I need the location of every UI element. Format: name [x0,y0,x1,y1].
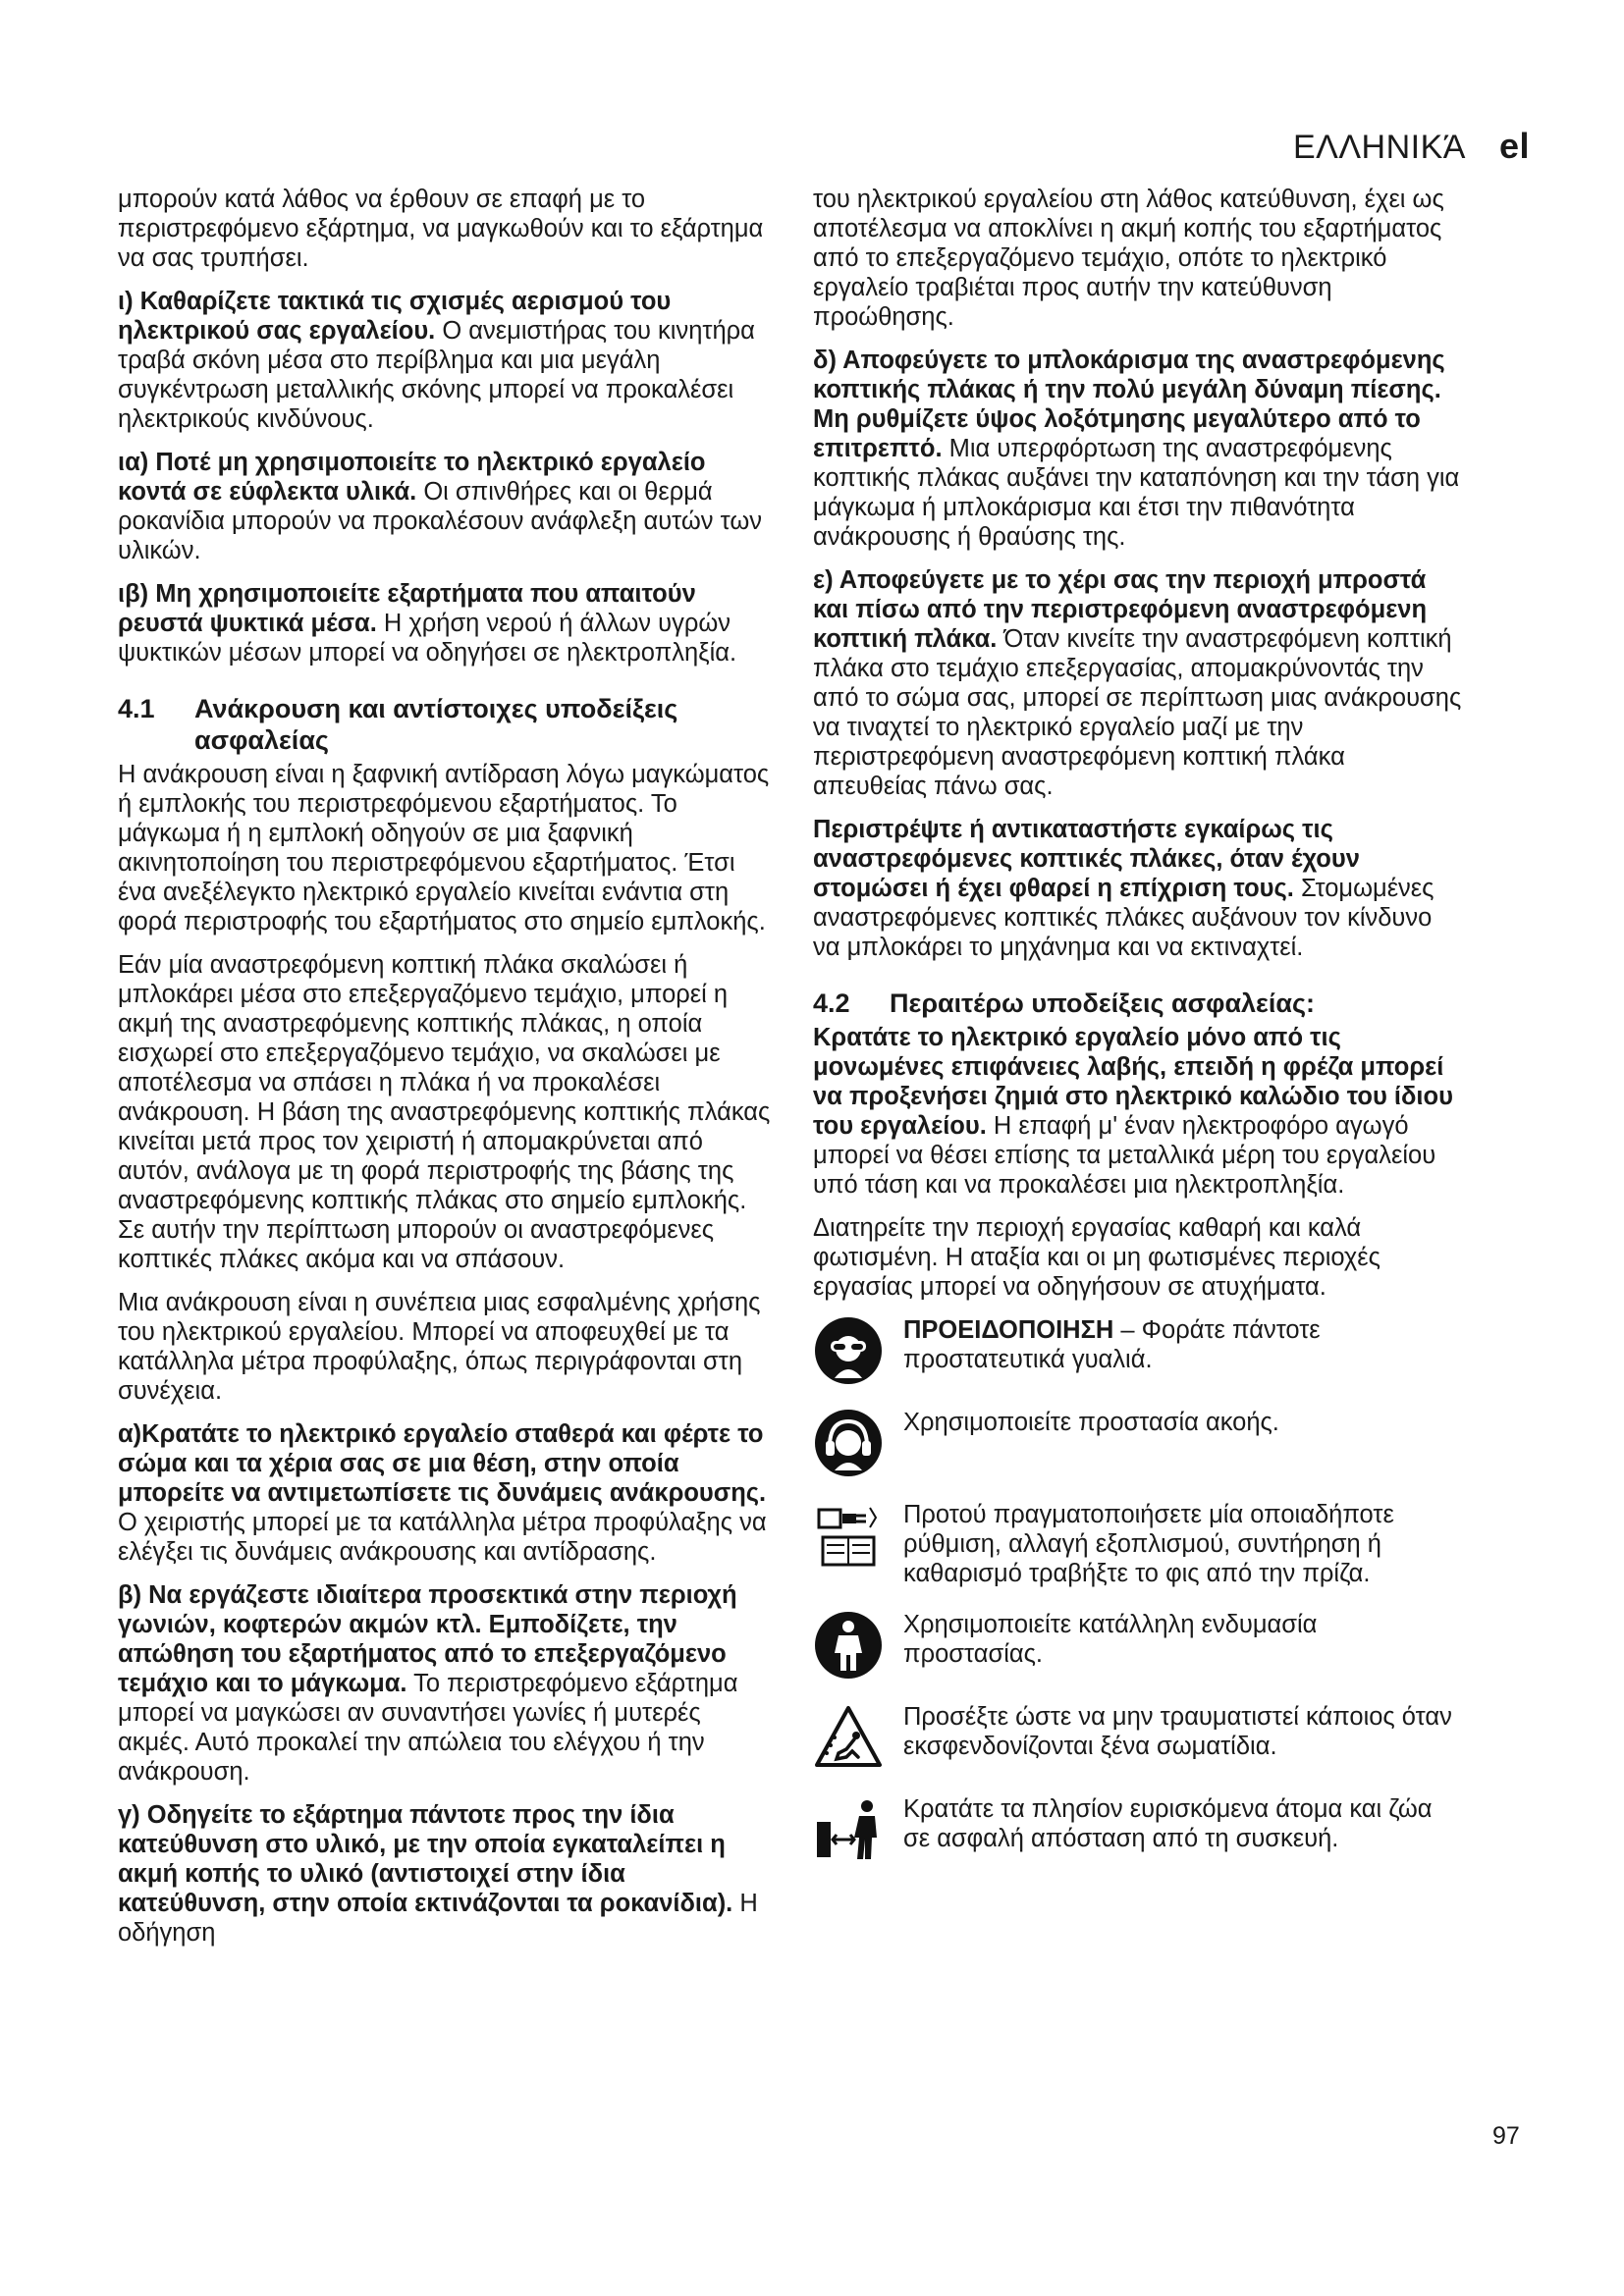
language-label: ΕΛΛΗΝΙΚΆ [1292,129,1466,166]
paragraph: Η ανάκρουση είναι η ξαφνική αντίδραση λόγω μαγκώματος ή εμπλοκής του περιστρεφόμενου εξαρτήματος. Το μάγκωμα ή η εμπλοκή οδηγούν σε μια ξαφνική ακινητοποίηση του περιστρεφόμενου εξαρτήματος. Έτσι ένα ανεξέλεγκτο ηλεκτρικό εργαλείο κινείται ενάντια στη φορά περιστροφής του εξαρτήματος στο σημείο εμπλοκής. [118,761,770,935]
eye-protection-text [903,1315,1463,1374]
protective-clothing-icon [813,1610,884,1681]
warning-label: ΠΡΟΕΙΔΟΠΟΙΗΣΗ [903,1316,1114,1344]
safety-item-b [118,1580,778,1787]
hearing-protection-row [813,1408,1463,1478]
warning-text: – Φοράτε πάντοτε προστατευτικά γυαλιά. [903,1316,1321,1373]
right-column [813,185,1463,1887]
left-column [118,185,778,1961]
safe-distance-icon [813,1794,884,1865]
safety-item-lead: Περιστρέψτε ή αντικαταστήστε εγκαίρως τις αναστρεφόμενες κοπτικές πλάκες, όταν έχουν στομώσει ή έχει φθαρεί η επίχριση τους. [813,816,1360,902]
paragraph: Μια ανάκρουση είναι η συνέπεια μιας εσφαλμένης χρήσης του ηλεκτρικού εργαλείου. Μπορεί να αποφευχθεί με τα κατάλληλα μέτρα προφύλαξης, όπως περιγράφονται στη συνέχεια. [118,1289,761,1405]
safety-item-lead: α)Κρατάτε το ηλεκτρικό εργαλείο σταθερά και φέρτε το σώμα και τα χέρια σας σε μια θέση, στην οποία μπορείτε να αντιμετωπίσετε τις δυνάμεις ανάκρουσης. [118,1420,767,1507]
safety-item-lead: Κρατάτε το ηλεκτρικό εργαλείο μόνο από τις μονωμένες επιφάνειες λαβής, επειδή η φρέζα μπορεί να προξενήσει ζημιά στο ηλεκτρικό καλώδιο του ίδιου του εργαλείου. [813,1024,1453,1140]
protective-clothing-row [813,1610,1463,1681]
safety-item-ib [118,579,778,667]
paragraph: μπορούν κατά λάθος να έρθουν σε επαφή με το περιστρεφόμενο εξάρτημα, να μαγκωθούν και το εξάρτημα να σας τρυπήσει. [118,186,764,272]
safety-item-lead: ε) Αποφεύγετε με το χέρι σας την περιοχή μπροστά και πίσω από την περιστρεφόμενη αναστρεφόμενη κοπτική πλάκα. [813,566,1428,653]
paragraph: του ηλεκτρικού εργαλείου στη λάθος κατεύθυνση, έχει ως αποτέλεσμα να αποκλίνει η ακμή κοπής του εξαρτήματος από το επεξεργαζόμενο τεμάχιο, οπότε το ηλεκτρικό εργαλείο τραβιέται προς αυτήν την κατεύθυνση προώθησης. [813,186,1444,331]
safety-item-replace [813,815,1463,962]
protective-clothing-text: Χρησιμοποιείτε κατάλληλη ενδυμασία προστασίας. [903,1611,1318,1668]
safety-item-body: Όταν κινείτε την αναστρεφόμενη κοπτική πλάκα στο τεμάχιο επεξεργασίας, απομακρύνοντάς την από το σώμα σας, μπορεί σε περίπτωση μιας ανάκρουσης να τιναχτεί το ηλεκτρικό εργαλείο μαζί με την περιστρεφόμενη αναστρεφόμενη κοπτική πλάκα απευθείας πάνω σας. [813,625,1462,800]
safety-item-c [118,1800,778,1948]
language-code: el [1498,126,1530,166]
safety-item-a [118,1419,778,1567]
safety-item-i [118,287,778,434]
unplug-row [813,1500,1463,1588]
section-number: 4.1 [118,694,155,723]
flying-debris-row [813,1702,1463,1773]
safety-item-lead: δ) Αποφεύγετε το μπλοκάρισμα της αναστρεφόμενης κοπτικής πλάκας ή την πολύ μεγάλη δύναμη πίεσης. Μη ρυθμίζετε ύψος λοξότμησης μεγαλύτερο από το επιτρεπτό. [813,347,1445,462]
safety-item-body: Η χρήση νερού ή άλλων υγρών ψυκτικών μέσων μπορεί να οδηγήσει σε ηλεκτροπληξία. [118,610,737,667]
safety-item-lead: ι) Καθαρίζετε τακτικά τις σχισμές αερισμού του ηλεκτρικού σας εργαλείου. [118,288,672,345]
page-number: 97 [1492,2122,1520,2150]
safety-item-d [813,346,1463,552]
safe-distance-row [813,1794,1463,1865]
section-number: 4.2 [813,988,850,1018]
flying-debris-warning-icon [813,1702,884,1773]
hearing-protection-text: Χρησιμοποιείτε προστασία ακοής. [903,1409,1279,1436]
safety-item-body: Στομωμένες αναστρεφόμενες κοπτικές πλάκες αυξάνουν τον κίνδυνο να μπλοκάρει το μηχάνημα και να εκτιναχτεί. [813,875,1435,961]
safety-item-lead: ια) Ποτέ μη χρησιμοποιείτε το ηλεκτρικό εργαλείο κοντά σε εύφλεκτα υλικά. [118,449,706,506]
eye-protection-row [813,1315,1463,1386]
safety-item-body: Η οδήγηση [118,1890,758,1947]
safety-item-body: Ο ανεμιστήρας του κινητήρα τραβά σκόνη μέσα στο περίβλημα και μια μεγάλη συγκέντρωση μεταλλικής σκόνης μπορεί να προκαλέσει ηλεκτρικούς κινδύνους. [118,317,755,433]
section-heading-4-1 [118,693,778,756]
safety-item-body: Μια υπερφόρτωση της αναστρεφόμενης κοπτικής πλάκας αυξάνει την καταπόνηση και την τάση για μάγκωμα ή μπλοκάρισμα και έτσι την πιθανότητα ανάκρουσης ή θραύσης της. [813,435,1460,551]
safety-item-body: Οι σπινθήρες και οι θερμά ροκανίδια μπορούν να προκαλέσουν ανάφλεξη αυτών των υλικών. [118,478,763,564]
section-title: Περαιτέρω υποδείξεις ασφαλείας: [890,988,1316,1018]
unplug-text: Προτού πραγματοποιήσετε μία οποιαδήποτε ρύθμιση, αλλαγή εξοπλισμού, συντήρηση ή καθαρισμό τραβήξτε το φις από την πρίζα. [903,1501,1394,1587]
unplug-icon [813,1500,884,1571]
section-title: Ανάκρουση και αντίστοιχες υποδείξεις ασφαλείας [194,694,678,755]
safe-distance-text: Κρατάτε τα πλησίον ευρισκόμενα άτομα και ζώα σε ασφαλή απόσταση από τη συσκευή. [903,1795,1433,1852]
paragraph: Διατηρείτε την περιοχή εργασίας καθαρή και καλά φωτισμένη. Η αταξία και οι μη φωτισμένες περιοχές εργασίας μπορεί να οδηγήσουν σε ατυχήματα. [813,1214,1380,1301]
eye-protection-icon [813,1315,884,1386]
safety-item-insulated-grip [813,1023,1463,1200]
paragraph: Εάν μία αναστρεφόμενη κοπτική πλάκα σκαλώσει ή μπλοκάρει μέσα στο επεξεργαζόμενο τεμάχιο, μπορεί η ακμή της αναστρεφόμενης κοπτικής πλάκας, η οποία εισχωρεί στο επεξεργαζόμενο τεμάχιο, να σκαλώσει με αποτέλεσμα να σπάσει η πλάκα ή να προκαλέσει ανάκρουση. Η βάση της αναστρεφόμενης κοπτικής πλάκας κινείται μετά προς τον χειριστή ή απομακρύνεται από αυτόν, ανάλογα με τη φορά περιστροφής της βάσης της αναστρεφόμενης κοπτικής πλάκας στο σημείο εμπλοκής. Σε αυτήν την περίπτωση μπορούν οι αναστρεφόμενες κοπτικές πλάκες ακόμα και να σπάσουν. [118,951,771,1273]
safety-item-lead: ιβ) Μη χρησιμοποιείτε εξαρτήματα που απαιτούν ρευστά ψυκτικά μέσα. [118,580,696,637]
safety-item-lead: β) Να εργάζεστε ιδιαίτερα προσεκτικά στην περιοχή γωνιών, κοφτερών ακμών κτλ. Εμποδίζετε, την απώθηση του εξαρτήματος από το επεξεργαζόμενο τεμάχιο και το μάγκωμα. [118,1581,737,1697]
hearing-protection-icon [813,1408,884,1478]
flying-debris-text: Προσέξτε ώστε να μην τραυματιστεί κάποιος όταν εκσφενδονίζονται ξένα σωματίδια. [903,1703,1452,1760]
safety-item-body: Ο χειριστής μπορεί με τα κατάλληλα μέτρα προφύλαξης να ελέγξει τις δυνάμεις ανάκρουσης και αντίδρασης. [118,1509,767,1566]
safety-item-e [813,565,1463,801]
section-heading-4-2 [813,988,1463,1019]
page-header [1293,126,1530,167]
safety-item-ia [118,448,778,565]
safety-item-body: Η επαφή μ' έναν ηλεκτροφόρο αγωγό μπορεί να θέσει επίσης τα μεταλλικά μέρη του εργαλείου υπό τάση και να προκαλέσει μια ηλεκτροπληξία. [813,1112,1436,1199]
safety-item-lead: γ) Οδηγείτε το εξάρτημα πάντοτε προς την ίδια κατεύθυνση στο υλικό, με την οποία εγκαταλείπει η ακμή κοπής το υλικό (αντιστοιχεί στην ίδια κατεύθυνση, στην οποία εκτινάζονται τα ροκανίδια). [118,1801,733,1917]
safety-item-body: Το περιστρεφόμενο εξάρτημα μπορεί να μαγκώσει αν συναντήσει γωνίες ή μυτερές ακμές. Αυτό προκαλεί την απώλεια του ελέγχου ή την ανάκρουση. [118,1670,738,1786]
